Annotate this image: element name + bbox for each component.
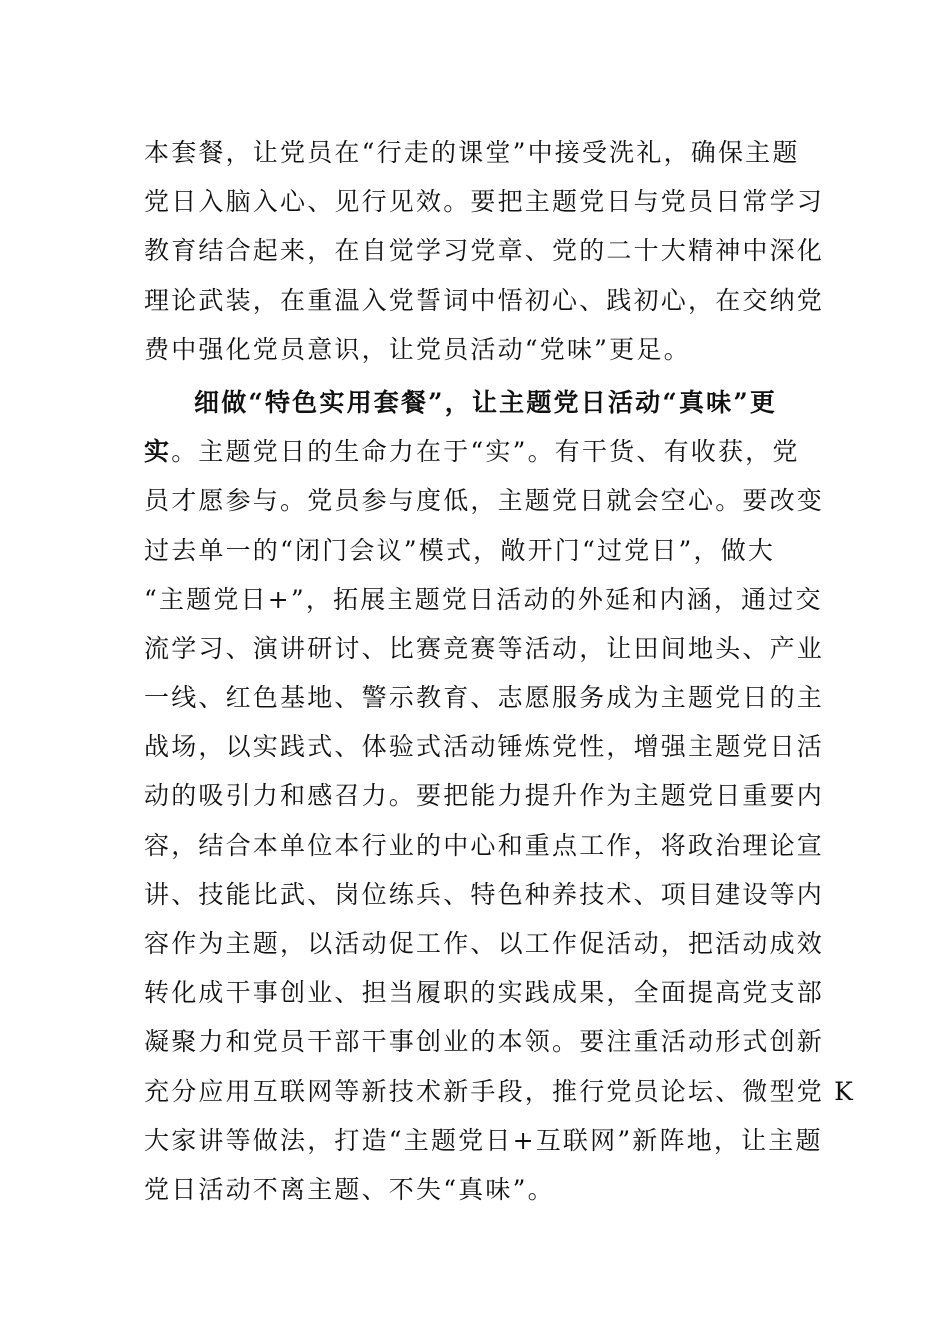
- paragraph-line: 充分应用互联网等新技术新手段，推行党员论坛、微型党 K: [144, 1076, 856, 1106]
- paragraph-heading-end: 实: [144, 437, 172, 467]
- paragraph-line: 大家讲等做法，打造“主题党日+互联网”新阵地，让主题: [144, 1125, 823, 1155]
- paragraph-line: 战场，以实践式、体验式活动锤炼党性，增强主题党日活: [144, 732, 825, 762]
- paragraph-line: 一线、红色基地、警示教育、志愿服务成为主题党日的主: [144, 683, 825, 713]
- paragraph-line-rest: 。主题党日的生命力在于“实”。有干货、有收获，党: [171, 437, 800, 467]
- paragraph-line: “主题党日+”，拓展主题党日活动的外延和内涵，通过交: [144, 584, 823, 614]
- paragraph-line: 凝聚力和党员干部干事创业的本领。要注重活动形式创新: [144, 1027, 825, 1057]
- paragraph-heading: 细做“特色实用套餐”，让主题党日活动“真味”更: [194, 387, 778, 417]
- paragraph-line: 本套餐，让党员在“行走的课堂”中接受洗礼，确保主题: [144, 138, 800, 167]
- paragraph-line: 动的吸引力和感召力。要把能力提升作为主题党日重要内: [144, 781, 825, 811]
- paragraph-line: 容作为主题，以活动促工作、以工作促活动，把活动成效: [144, 929, 825, 958]
- paragraph-line: 费中强化党员意识，让党员活动“党味”更足。: [144, 334, 691, 364]
- paragraph-line: 理论武装，在重温入党誓词中悟初心、践初心，在交纳党: [144, 285, 825, 315]
- paragraph-line: 教育结合起来，在自觉学习党章、党的二十大精神中深化: [144, 236, 825, 266]
- paragraph-line: 过去单一的“闭门会议”模式，敞开门“过党日”，做大: [144, 535, 776, 565]
- paragraph-line: 党日活动不离主题、不失“真味”。: [144, 1174, 555, 1204]
- paragraph-line: 讲、技能比武、岗位练兵、特色种养技术、项目建设等内: [144, 879, 825, 909]
- paragraph-line: [144, 427, 808, 476]
- paragraph-line: 员才愿参与。党员参与度低，主题党日就会空心。要改变: [144, 486, 825, 516]
- paragraph-line: 党日入脑入心、见行见效。要把主题党日与党员日常学习: [144, 187, 825, 217]
- document-body: [144, 128, 856, 1214]
- paragraph-line: 容，结合本单位本行业的中心和重点工作，将政治理论宣: [144, 830, 825, 860]
- paragraph-1: [144, 128, 825, 374]
- paragraph-2: [144, 378, 856, 1214]
- paragraph-line: 转化成干事创业、担当履职的实践成果，全面提高党支部: [144, 978, 825, 1008]
- paragraph-line: 流学习、演讲研讨、比赛竞赛等活动，让田间地头、产业: [144, 633, 825, 663]
